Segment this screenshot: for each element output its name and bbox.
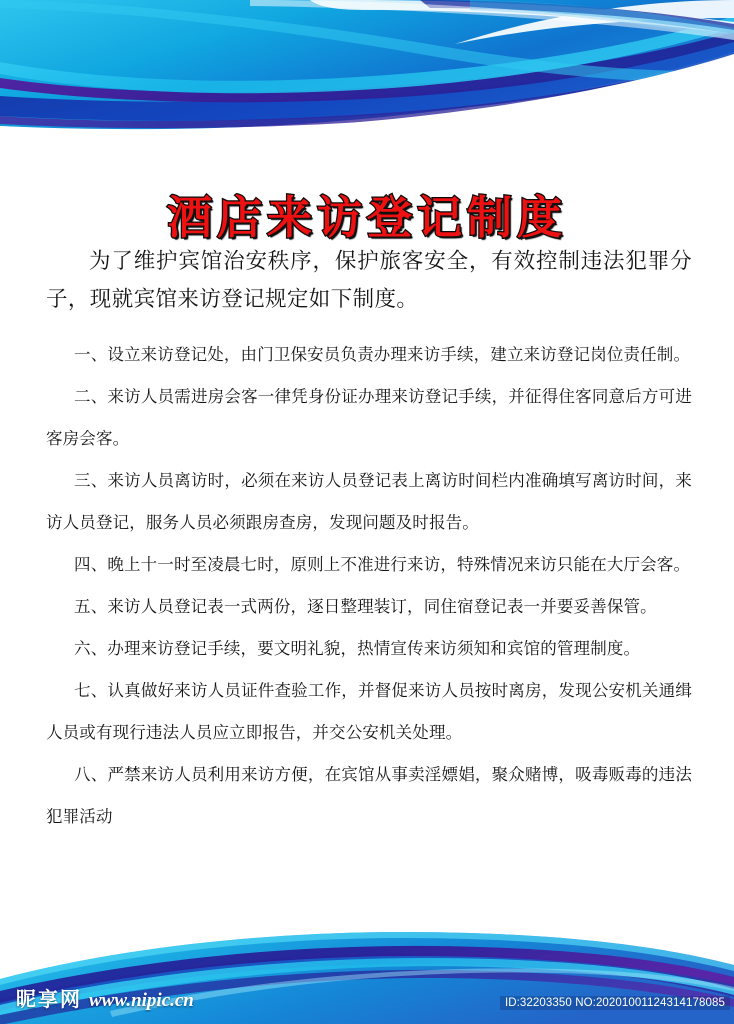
bottom-banner-waves [0,919,734,1024]
site-url-label: www.nipic.cn [89,990,194,1011]
rule-item-8: 八、严禁来访人员利用来访方便，在宾馆从事卖淫嫖娼，聚众赌博，吸毒贩毒的违法犯罪活动 [46,765,692,827]
bottom-banner-decoration [0,919,734,1024]
image-id-watermark: ID:32203350 NO:20201001124314178085 [500,996,730,1010]
rule-item-6: 六、办理来访登记手续，要文明礼貌，热情宣传来访须知和宾馆的管理制度。 [74,638,641,658]
top-banner-decoration [0,0,734,135]
rule-item-4: 四、晚上十一时至凌晨七时，原则上不准进行来访，特殊情况来访只能在大厅会客。 [74,554,691,574]
rule-item-7: 七、认真做好来访人员证件查验工作，并督促来访人员按时离房，发现公安机关通缉人员或有现行违法人员应立即报告，并交公安机关处理。 [46,681,692,743]
intro-paragraph: 为了维护宾馆治安秩序，保护旅客安全，有效控制违法犯罪分子，现就宾馆来访登记规定如下制度。 [46,249,692,313]
page-title: 酒店来访登记制度 [166,191,567,245]
rule-item-2: 二、来访人员需进房会客一律凭身份证办理来访登记手续，并征得住客同意后方可进客房会客。 [46,386,692,448]
rule-item-3: 三、来访人员离访时，必须在来访人员登记表上离访时间栏内准确填写离访时间，来访人员登记，服务人员必须跟房查房，发现问题及时报告。 [46,470,692,532]
rule-item-1: 一、设立来访登记处，由门卫保安员负责办理来访手续，建立来访登记岗位责任制。 [74,344,691,364]
rule-item-5: 五、来访人员登记表一式两份，逐日整理装订，同住宿登记表一并要妥善保管。 [74,596,657,616]
site-name-label: 昵享网 [16,987,82,1011]
poster-body [46,243,692,838]
top-banner-waves [0,0,734,135]
